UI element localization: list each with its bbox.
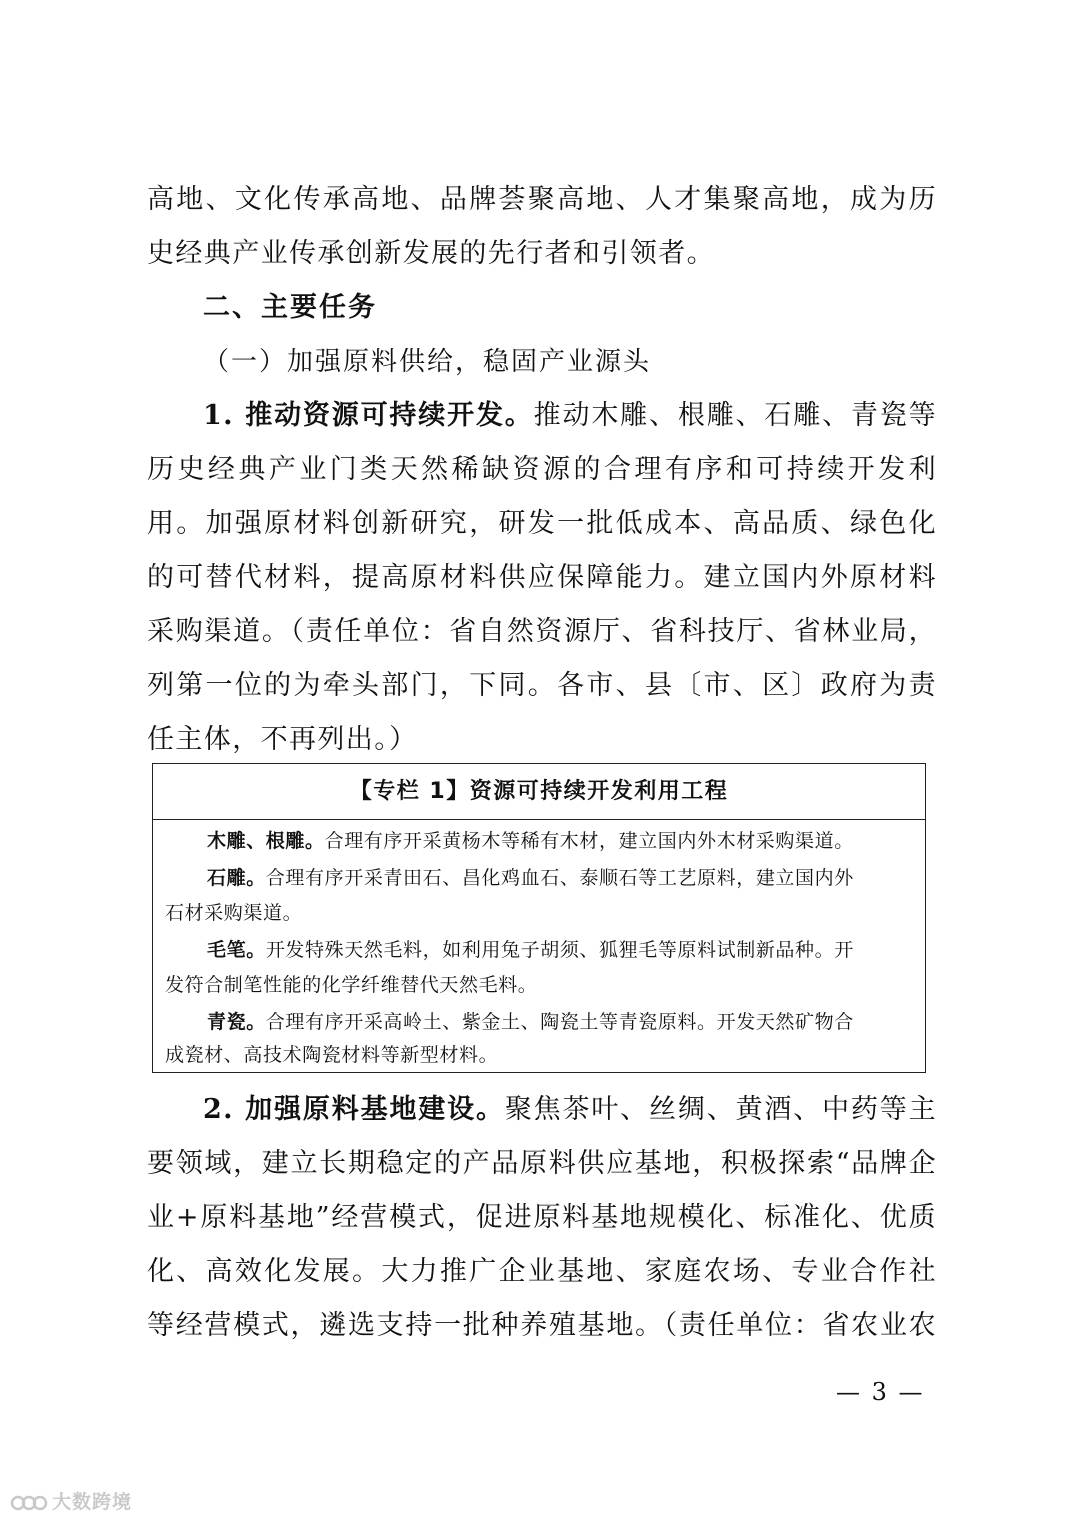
feature-box-title: 【专栏 1】资源可持续开发利用工程	[153, 764, 925, 820]
box-entry-text: 合理有序开采青田石、昌化鸡血石、泰顺石等工艺原料，建立国内外	[265, 867, 854, 889]
item2-line: 等经营模式，遴选支持一批种养殖基地。（责任单位：省农业农	[147, 1310, 937, 1341]
box-entry-text: 合理有序开采黄杨木等稀有木材，建立国内外木材采购渠道。	[324, 830, 854, 852]
item1-line: 历史经典产业门类天然稀缺资源的合理有序和可持续开发利	[147, 454, 937, 485]
feature-box	[152, 763, 926, 1073]
item1-line: 的可替代材料，提高原材料供应保障能力。建立国内外原材料	[147, 562, 937, 593]
intro-line-2: 史经典产业传承创新发展的先行者和引领者。	[147, 238, 715, 269]
item2-lead: 2. 加强原料基地建设。	[203, 1094, 505, 1125]
item1-line: 列第一位的为牵头部门，下同。各市、县〔市、区〕政府为责	[147, 670, 937, 701]
box-entry-continuation: 石材采购渠道。	[165, 902, 303, 924]
item1-first-line-rest: 推动木雕、根雕、石雕、青瓷等	[533, 400, 937, 431]
item1-line: 用。加强原材料创新研究，研发一批低成本、高品质、绿色化	[147, 508, 937, 539]
item2-first-line-rest: 聚焦茶叶、丝绸、黄酒、中药等主	[504, 1094, 938, 1125]
box-entry-line	[207, 935, 915, 965]
page-number: — 3 —	[836, 1378, 925, 1406]
box-entry-text: 开发特殊天然毛料，如利用兔子胡须、狐狸毛等原料试制新品种。开	[265, 939, 854, 961]
box-entry-line	[207, 826, 915, 856]
watermark-logo-icon	[10, 1492, 48, 1514]
item1-line: 采购渠道。（责任单位：省自然资源厅、省科技厅、省林业局，	[147, 616, 937, 647]
box-entry-term: 石雕。	[207, 867, 266, 889]
box-entry-term: 毛笔。	[207, 939, 266, 961]
item1-line: 任主体，不再列出。）	[147, 724, 418, 755]
box-entry-term: 青瓷。	[207, 1011, 266, 1033]
section-heading: 二、主要任务	[203, 292, 377, 323]
item1-first-line	[203, 396, 937, 436]
box-entry-line	[207, 863, 915, 893]
intro-line-1: 高地、文化传承高地、品牌荟聚高地、人才集聚高地，成为历	[147, 184, 937, 215]
item2-line: 化、高效化发展。大力推广企业基地、家庭农场、专业合作社	[147, 1256, 937, 1287]
box-entry-text: 合理有序开采高岭土、紫金土、陶瓷土等青瓷原料。开发天然矿物合	[265, 1011, 854, 1033]
subsection-heading: （一）加强原料供给，稳固产业源头	[203, 347, 652, 377]
box-entry-continuation: 成瓷材、高技术陶瓷材料等新型材料。	[165, 1044, 499, 1066]
box-entry-continuation: 发符合制笔性能的化学纤维替代天然毛料。	[165, 974, 538, 996]
box-entry-line	[207, 1007, 915, 1037]
item2-line: 业+原料基地”经营模式，促进原料基地规模化、标准化、优质	[147, 1202, 937, 1233]
item1-lead: 1. 推动资源可持续开发。	[203, 400, 534, 431]
box-entry-term: 木雕、根雕。	[207, 830, 325, 852]
item2-first-line	[203, 1090, 937, 1130]
item2-line: 要领域，建立长期稳定的产品原料供应基地，积极探索“品牌企	[147, 1148, 937, 1179]
watermark-text: 大数跨境	[52, 1491, 133, 1513]
watermark	[10, 1487, 132, 1514]
